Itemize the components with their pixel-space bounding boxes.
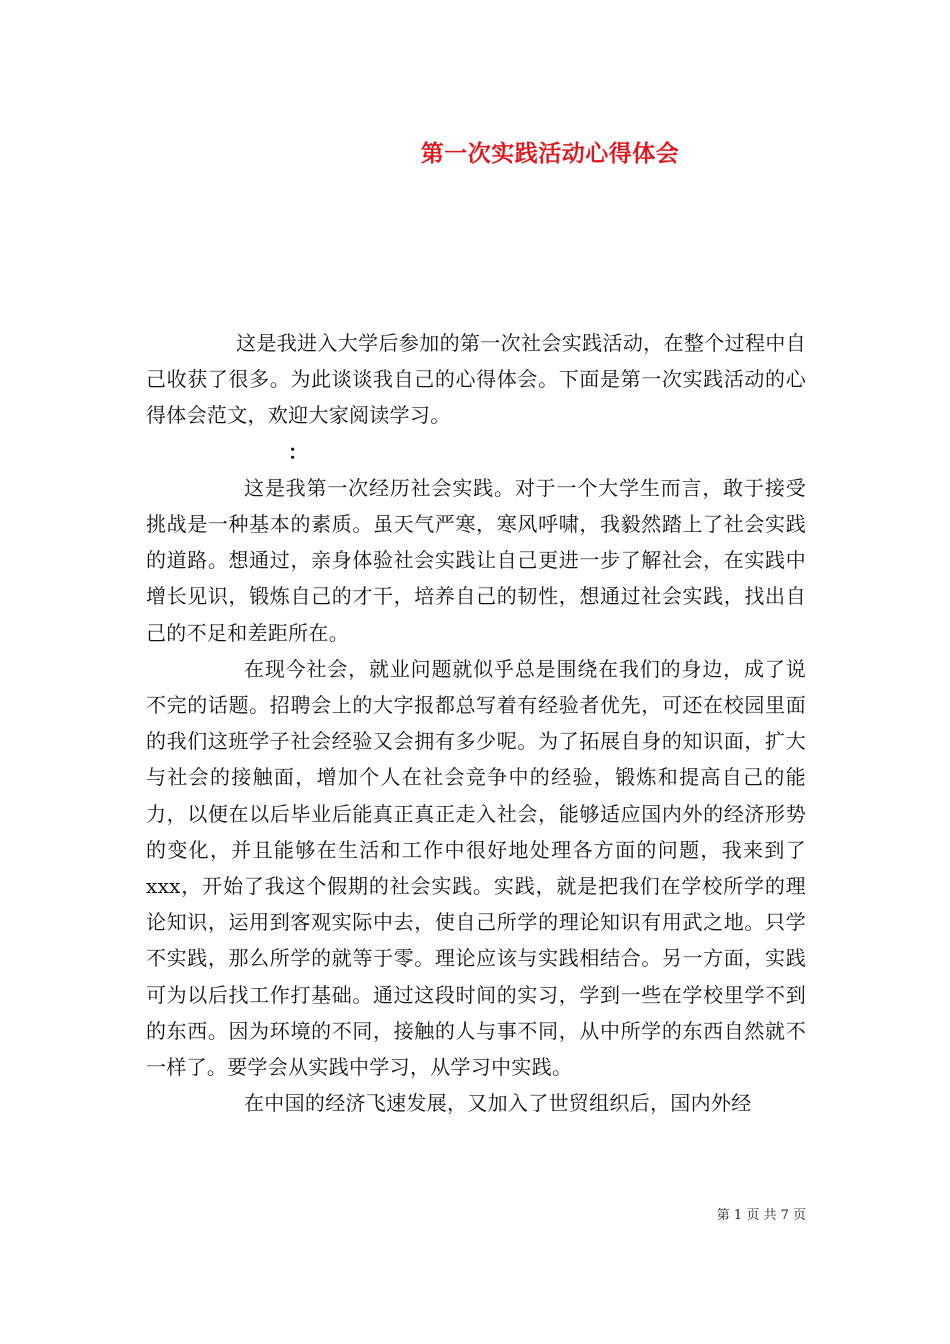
paragraph-1: 这是我第一次经历社会实践。对于一个大学生而言，敢于接受挑战是一种基本的素质。虽天气严寒，寒风呼啸，我毅然踏上了社会实践的道路。想通过，亲身体验社会实践让自己更进一步了解社会，在实践中增长见识，锻炼自己的才干，培养自己的韧性，想通过社会实践，找出自己的不足和差距所在。 [146, 475, 806, 645]
paragraph-intro: 这是我进入大学后参加的第一次社会实践活动，在整个过程中自己收获了很多。为此谈谈我自己的心得体会。下面是第一次实践活动的心得体会范文，欢迎大家阅读学习。 [146, 331, 806, 428]
document-body [146, 325, 806, 1121]
paragraph-colon: ： [288, 439, 309, 464]
paragraph-3: 在中国的经济飞速发展，又加入了世贸组织后，国内外经 [244, 1091, 752, 1116]
page-footer: 第 1 页 共 7 页 [716, 1208, 806, 1223]
paragraph-2: 在现今社会，就业问题就似乎总是围绕在我们的身边，成了说不完的话题。招聘会上的大字报都总写着有经验者优先，可还在校园里面的我们这班学子社会经验又会拥有多少呢。为了拓展自身的知识面，扩大与社会的接触面，增加个人在社会竞争中的经验，锻炼和提高自己的能力，以便在以后毕业后能真正真正走入社会，能够适应国内外的经济形势的变化，并且能够在生活和工作中很好地处理各方面的问题，我来到了xxx，开始了我这个假期的社会实践。实践，就是把我们在学校所学的理论知识，运用到客观实际中去，使自己所学的理论知识有用武之地。只学不实践，那么所学的就等于零。理论应该与实践相结合。另一方面，实践可为以后找工作打基础。通过这段时间的实习，学到一些在学校里学不到的东西。因为环境的不同，接触的人与事不同，从中所学的东西自然就不一样了。要学会从实践中学习，从学习中实践。 [146, 656, 806, 1080]
document-title: 第一次实践活动心得体会 [420, 140, 680, 167]
